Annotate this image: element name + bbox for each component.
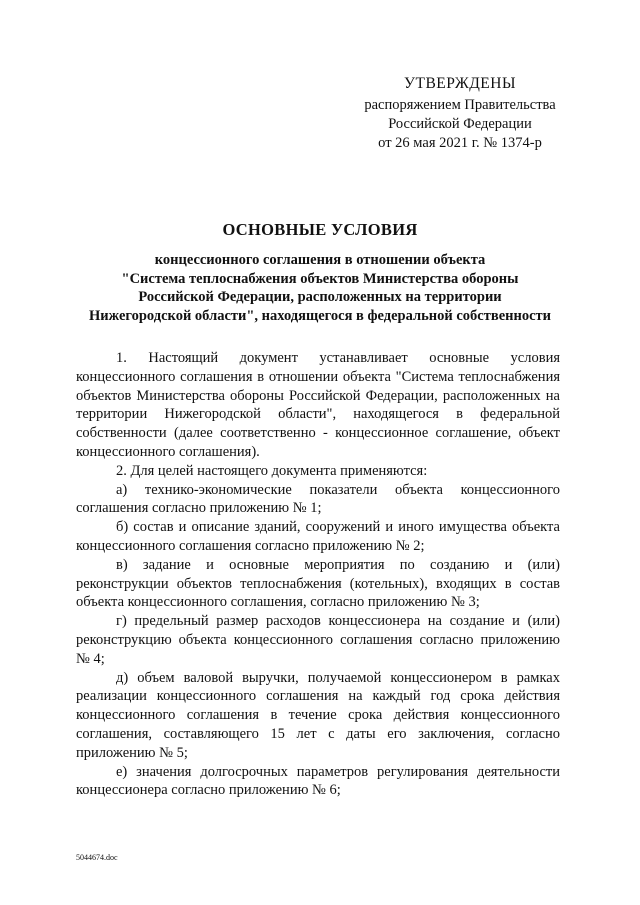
item-a: а) технико-экономические показатели объекта концессионного соглашения согласно приложению № 1; (76, 481, 560, 517)
paragraph-1: 1. Настоящий документ устанавливает основные условия концессионного соглашения в отношении объекта "Система теплоснабжения объектов Министерства обороны Российской Федерации, расположенных на территории Нижегородской области", находящегося в федеральной собственности (далее соответственно - концессионное соглашение, объект концессионного соглашения). (76, 350, 560, 460)
document-title (40, 220, 600, 325)
title-subtitle (40, 251, 600, 325)
document-body (76, 349, 560, 800)
paragraph-2: 2. Для целей настоящего документа применяются: (116, 462, 428, 479)
item-v: в) задание и основные мероприятия по созданию и (или) реконструкции объектов теплоснабжения (котельных), входящих в состав объекта концессионного соглашения, согласно приложению № 3; (76, 556, 560, 611)
subtitle-line: "Система теплоснабжения объектов Министерства обороны (121, 270, 519, 287)
approval-block (330, 74, 590, 153)
subtitle-line: Нижегородской области", находящегося в федеральной собственности (89, 307, 551, 324)
file-name-footer: 5044674.doc (76, 853, 118, 862)
approval-line: распоряжением Правительства (364, 97, 556, 113)
subtitle-line: Российской Федерации, расположенных на территории (138, 289, 502, 305)
approval-heading: УТВЕРЖДЕНЫ (404, 75, 516, 92)
item-g: г) предельный размер расходов концессионера на создание и (или) реконструкцию объекта концессионного соглашения согласно приложению № 4; (76, 613, 560, 667)
item-d: д) объем валовой выручки, получаемой концессионером в рамках реализации концессионного соглашения на каждый год срока действия концессионного соглашения в течение срока действия концессионного соглашения, составляющего 15 лет с даты его заключения, согласно приложению № 5; (76, 669, 560, 761)
item-b: б) состав и описание зданий, сооружений и иного имущества объекта концессионного соглашения согласно приложению № 2; (76, 519, 560, 554)
item-e: е) значения долгосрочных параметров регулирования деятельности концессионера согласно приложению № 6; (76, 763, 560, 799)
subtitle-line: концессионного соглашения в отношении объекта (154, 252, 486, 268)
approval-line: Российской Федерации (388, 116, 532, 132)
approval-date-number: от 26 мая 2021 г. № 1374-р (378, 135, 542, 151)
title-main: ОСНОВНЫЕ УСЛОВИЯ (222, 220, 418, 239)
